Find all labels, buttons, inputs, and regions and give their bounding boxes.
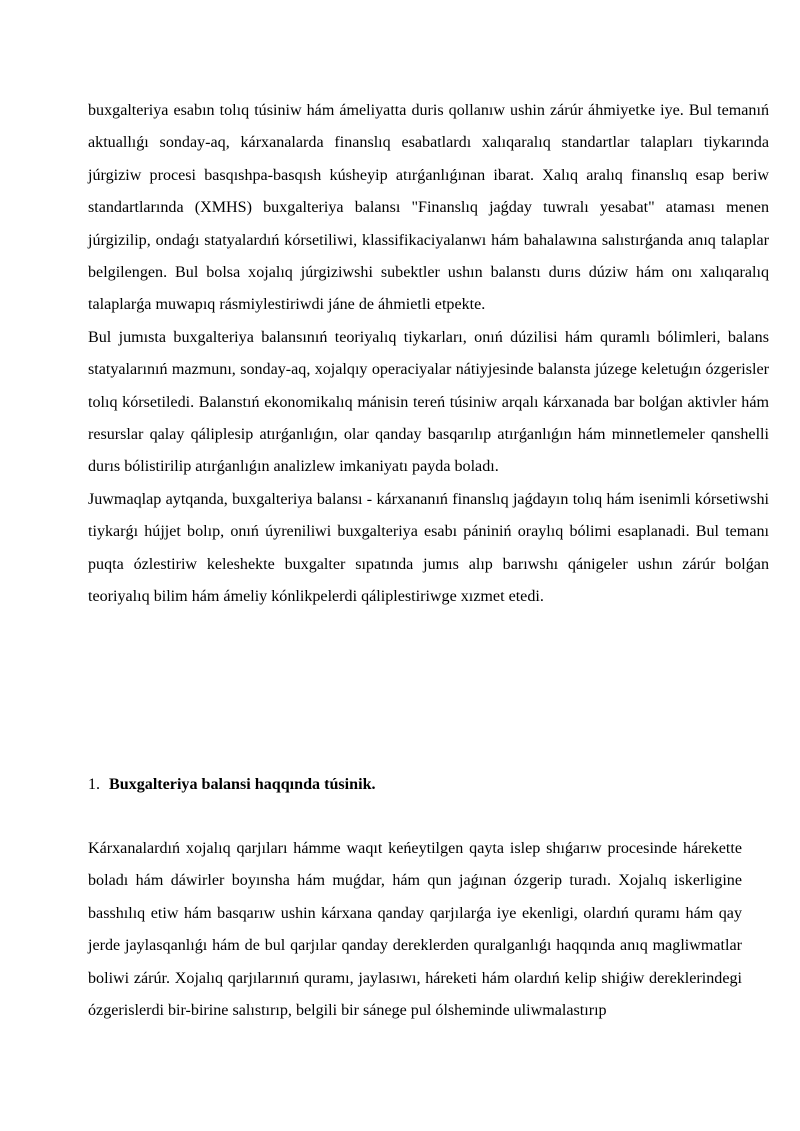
section-number: 1. [88, 776, 101, 793]
section-1-paragraph-1: Kárxanalardıń xojalıq qarjıları hámme waqıt keńeytilgen qayta islep shıǵarıw procesinde hárekette boladı hám dáwirler boyınsha hám muǵdar, hám qun jaǵınan ózgerip turadı. Xojalıq iskerligine basshılıq etiw hám basqarıw ushin kárxana qanday qarjılarǵa iye ekenligi, olardıń quramı hám qay jerde jaylasqanlıǵı hám de bul qarjılar qanday dereklerden quralganlıǵı haqqında anıq magliwmatlar boliwi zárúr. Xojalıq qarjılarınıń quramı, jaylasıwı, háreketi hám olardıń kelip shiǵiw dereklerindegi ózgerislerdi bir-birine salıstırıp, belgili bir sánege pul ólsheminde uliwmalastırıp [88, 840, 742, 1020]
section-heading [88, 769, 376, 801]
intro-paragraph-1: buxgalteriya esabın tolıq túsiniw hám ámeliyatta duris qollanıw ushin zárúr áhmiyetke iye. Bul temanıń aktuallıǵı sonday-aq, kárxanalarda finanslıq esabatlardı xalıqaralıq standartlar talapları tiykarında júrgiziw procesi basqıshpa-basqısh kúsheyip atırǵanlıǵınan ibarat. Xalıq aralıq finanslıq esap beriw standartlarında (XMHS) buxgalteriya balansı "Finanslıq jaǵday tuwralı yesabat" ataması menen júrgizilip, ondaǵı statyalardıń kórsetiliwi, klassifikaciyalanwı hám bahalawına salıstırǵanda anıq talaplar belgilengen. Bul bolsa xojalıq júrgiziwshi subektler ushın balanstı durıs dúziw hám onı xalıqaralıq talaplarǵa muwapıq rásmiylestiriwdi jáne de áhmietli etpekte. [88, 102, 769, 314]
section-title: Buxgalteriya balansi haqqında túsinik. [109, 776, 376, 793]
intro-paragraph-3: Juwmaqlap aytqanda, buxgalteriya balansı - kárxananıń finanslıq jaǵdayın tolıq hám isenimli kórsetiwshi tiykarǵı hújjet bolıp, onıń úyreniliwi buxgalteriya esabı pániniń oraylıq bólimi esaplanadi. Bul temanı puqta ózlestiriw keleshekte buxgalter sıpatında jumıs alıp barıwshı qánigeler ushın zárúr bolǵan teoriyalıq bilim hám ámeliy kónlikpelerdi qáliplestiriwge xızmet etedi. [88, 490, 769, 606]
intro-section [88, 95, 769, 614]
intro-paragraph-2: Bul jumısta buxgalteriya balansınıń teoriyalıq tiykarları, onıń dúzilisi hám quramlı bólimleri, balans statyalarınıń mazmunı, sonday-aq, xojalqıy operaciyalar nátiyjesinde balansta júzege keletuǵın ózgerisler tolıq kórsetiledi. Balanstıń ekonomikalıq mánisin tereń túsiniw arqalı kárxanada bar bolǵan aktivler hám resurslar qalay qáliplesip atırǵanlıǵın, olar qanday basqarılıp atırǵanlıǵın hám minnetlemeler qanshelli durıs bólistirilip atırǵanlıǵın analizlew imkaniyatı payda boladı. [88, 328, 769, 476]
section-1-body [88, 833, 742, 1027]
